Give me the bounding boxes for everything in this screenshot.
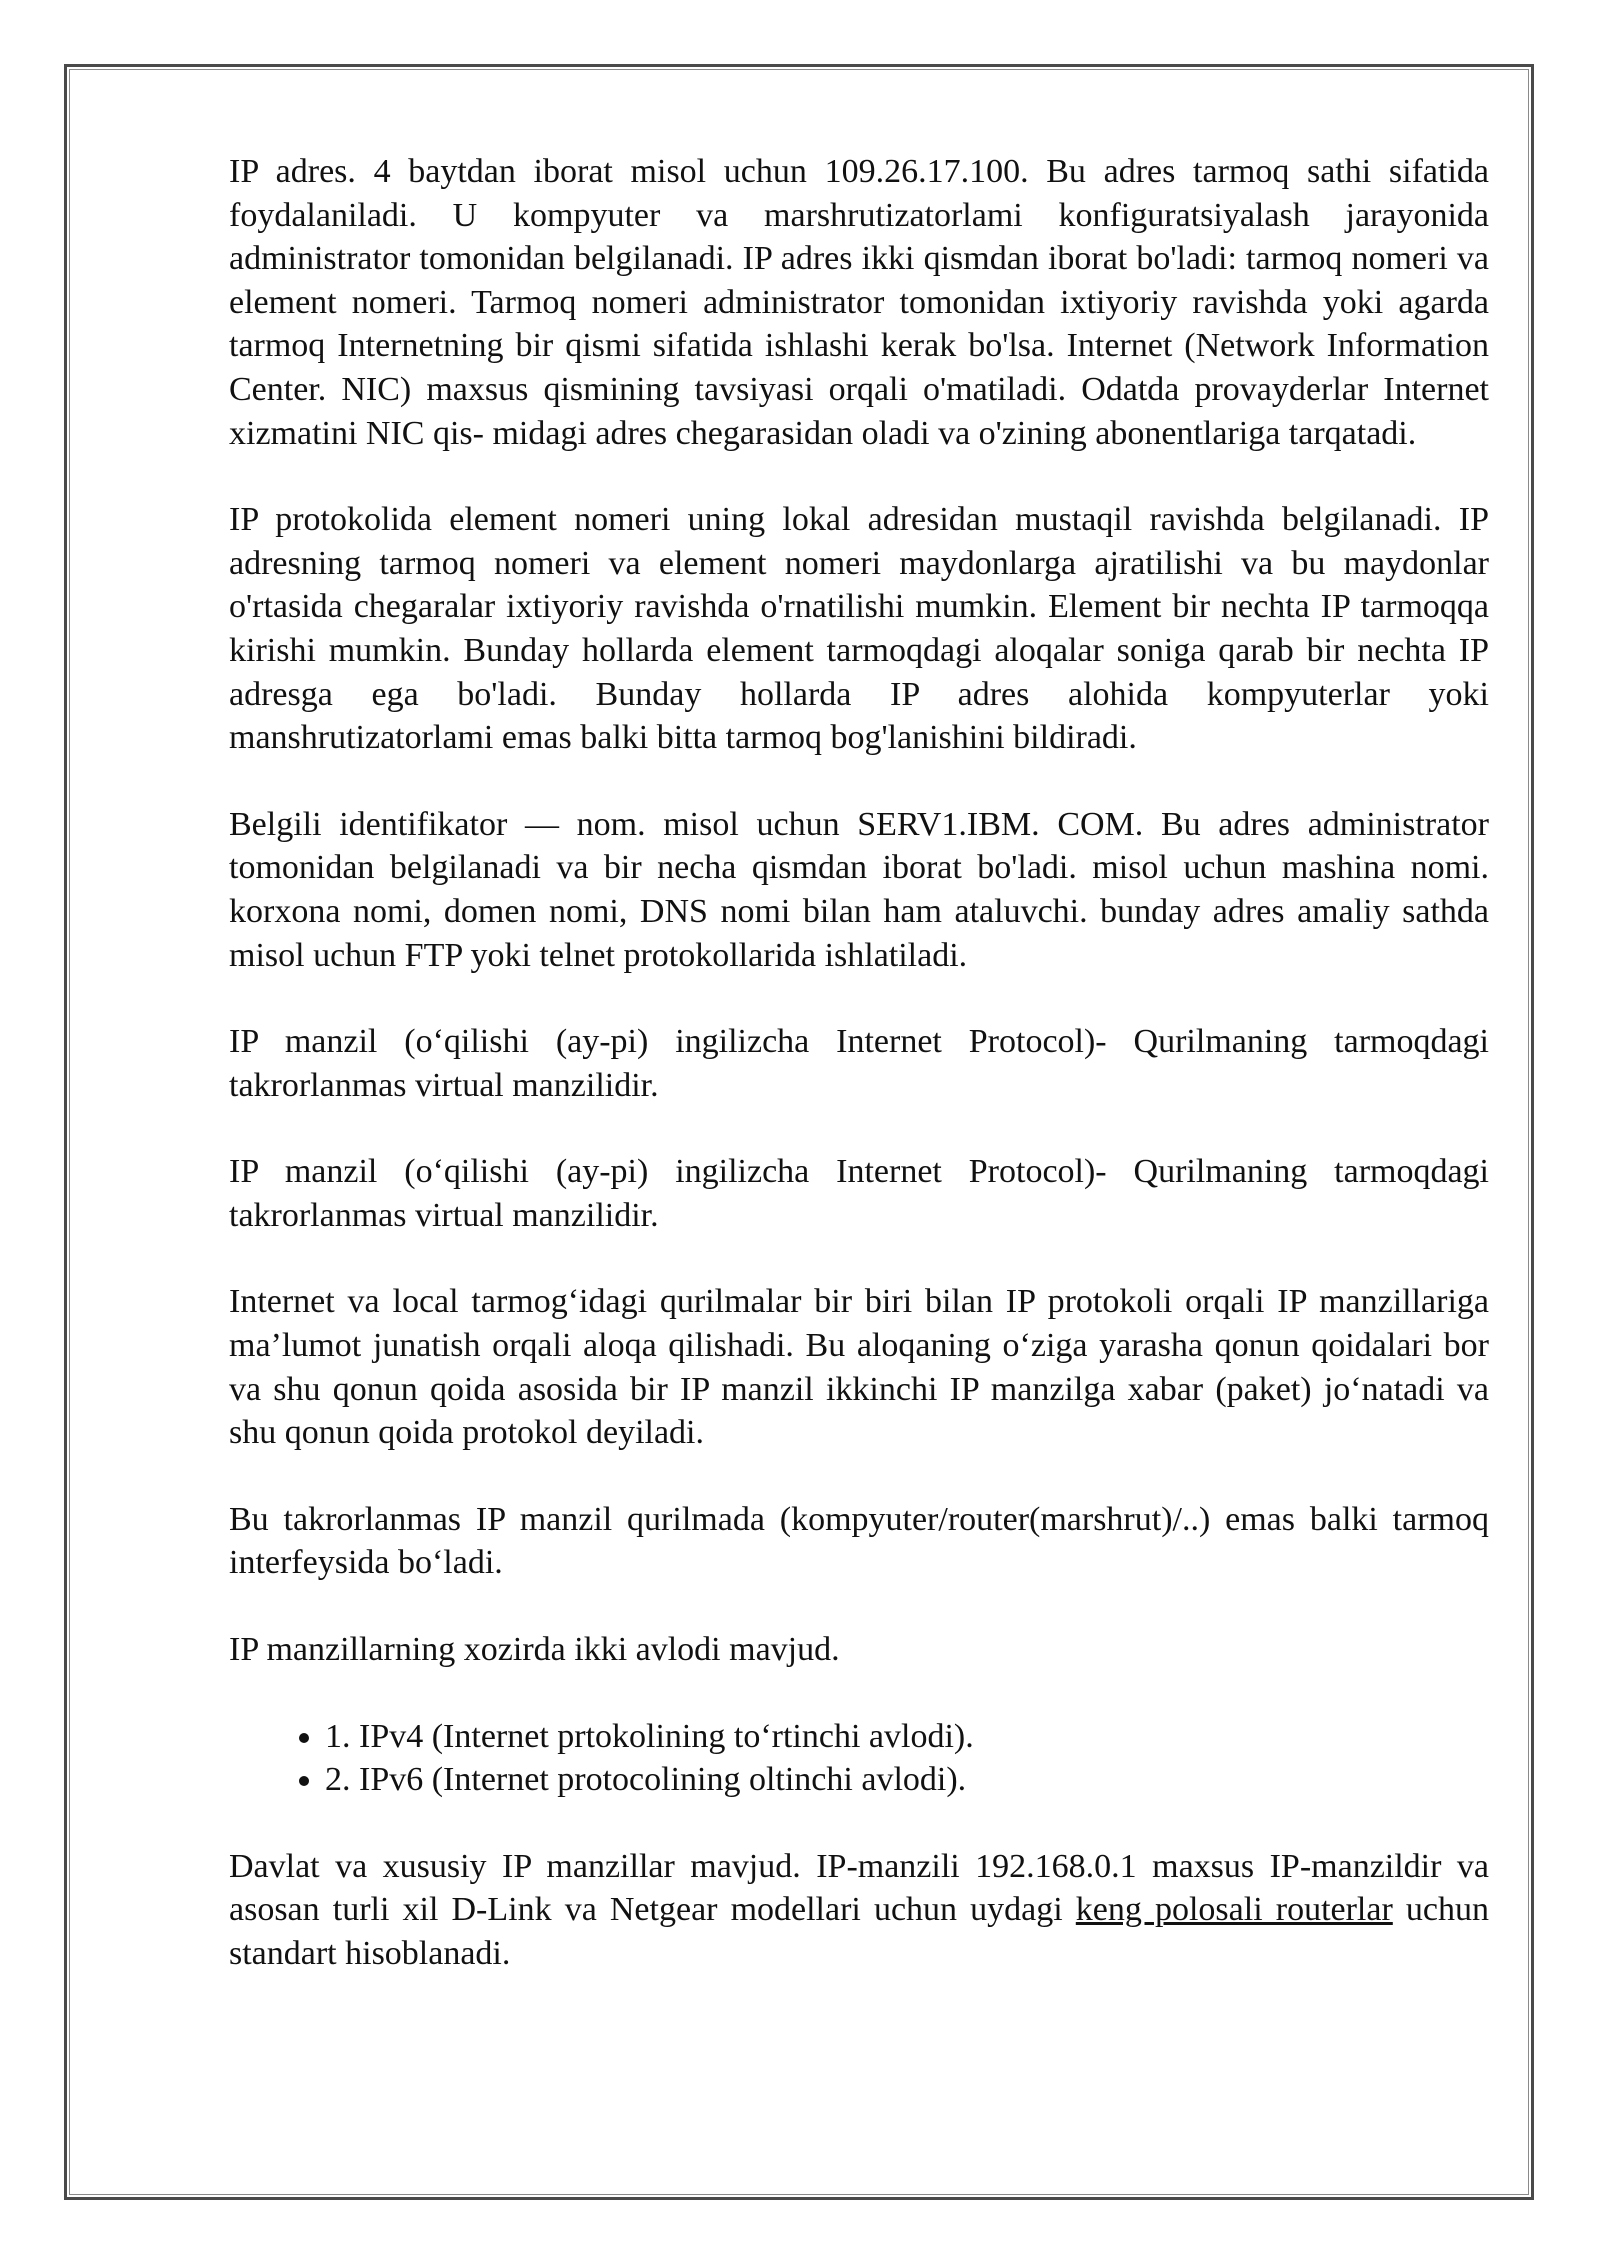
private-ip-text: Davlat va xususiy IP manzillar mavjud. IP-manzili 192.168.0.1 maxsus IP-manzildir va asosan turli xil D-Link va Netgear modellari uchun uydagi [229,1847,1489,1929]
broadband-routers-link[interactable]: keng polosali routerlar [1075,1891,1393,1929]
list-item-ipv6: • 2. IPv6 (Internet protocolining oltinchi avlodi). [325,1758,1489,1802]
document-body [229,150,1489,2019]
paragraph-ip-generations: IP manzillarning xozirda ikki avlodi mavjud. [229,1631,840,1669]
paragraph-symbolic-identifier: Belgili identifikator — nom. misol uchun SERV1.IBM. COM. Bu adres administrator tomonidan belgilanadi va bir necha qismdan iborat bo'ladi. misol uchun mashina nomi. korxona nomi, domen nomi, DNS nomi bilan ham ataluvchi. bunday adres amaliy sathda misol uchun FTP yoki telnet protokollarida ishlatiladi. [229,805,1489,974]
ip-generations-list [229,1715,1489,1802]
paragraph-ip-definition: IP manzil (o‘qilishi (ay-pi) ingilizcha Internet Protocol)- Qurilmaning tarmoqdagi takrorlanmas virtual manzilidir. [229,1023,1489,1104]
paragraph-ip-protocol-element: IP protokolida element nomeri uning lokal adresidan mustaqil ravishda belgilanadi. IP adresning tarmoq nomeri va element nomeri maydonlarga ajratilishi va bu maydonlar o'rtasida chegaralar ixtiyoriy ravishda o'rnatilishi mumkin. Element bir nechta IP tarmoqqa kirishi mumkin. Bunday hollarda element tarmoqdagi aloqalar soniga qarab bir nechta IP adresga ega bo'ladi. Bunday hollarda IP adres alohida kompyuterlar yoki manshrutizatorlami emas balki bitta tarmoq bog'lanishini bildiradi. [229,501,1489,757]
paragraph-internet-local-network: Internet va local tarmog‘idagi qurilmalar bir biri bilan IP protokoli orqali IP manzillariga ma’lumot junatish orqali aloqa qilishadi. Bu aloqaning o‘ziga yarasha qonun qoidalari bor va shu qonun qoida asosida bir IP manzil ikkinchi IP manzilga xabar (paket) jo‘natadi va shu qonun qoida protokol deyiladi. [229,1283,1489,1452]
paragraph-ip-address: IP adres. 4 baytdan iborat misol uchun 109.26.17.100. Bu adres tarmoq sathi sifatida foydalaniladi. U kompyuter va marshrutizatorlami konfiguratsiyalash jarayonida administrator tomonidan belgilanadi. IP adres ikki qismdan iborat bo'ladi: tarmoq nomeri va element nomeri. Tarmoq nomeri administrator tomonidan ixtiyoriy ravishda yoki agarda tarmoq Internetning bir qismi sifatida ishlashi kerak bo'lsa. Internet (Network Information Center. NIC) maxsus qismining tavsiyasi orqali o'matiladi. Odatda provayderlar Internet xizmatini NIC qis- midagi adres chegarasidan oladi va o'zining abonentlariga tarqatadi. [229,153,1489,452]
paragraph-network-interface: Bu takrorlanmas IP manzil qurilmada (kompyuter/router(marshrut)/..) emas balki tarmoq interfeysida bo‘ladi. [229,1500,1489,1582]
paragraph-private-ip [229,1845,1489,1976]
private-ip-text-end: uchun standart hisoblanadi. [229,1891,1489,1972]
list-item-ipv4: • 1. IPv4 (Internet prtokolining to‘rtinchi avlodi). [325,1715,1489,1759]
paragraph-ip-definition-repeat: IP manzil (o‘qilishi (ay-pi) ingilizcha Internet Protocol)- Qurilmaning tarmoqdagi takrorlanmas virtual manzilidir. [229,1153,1489,1234]
